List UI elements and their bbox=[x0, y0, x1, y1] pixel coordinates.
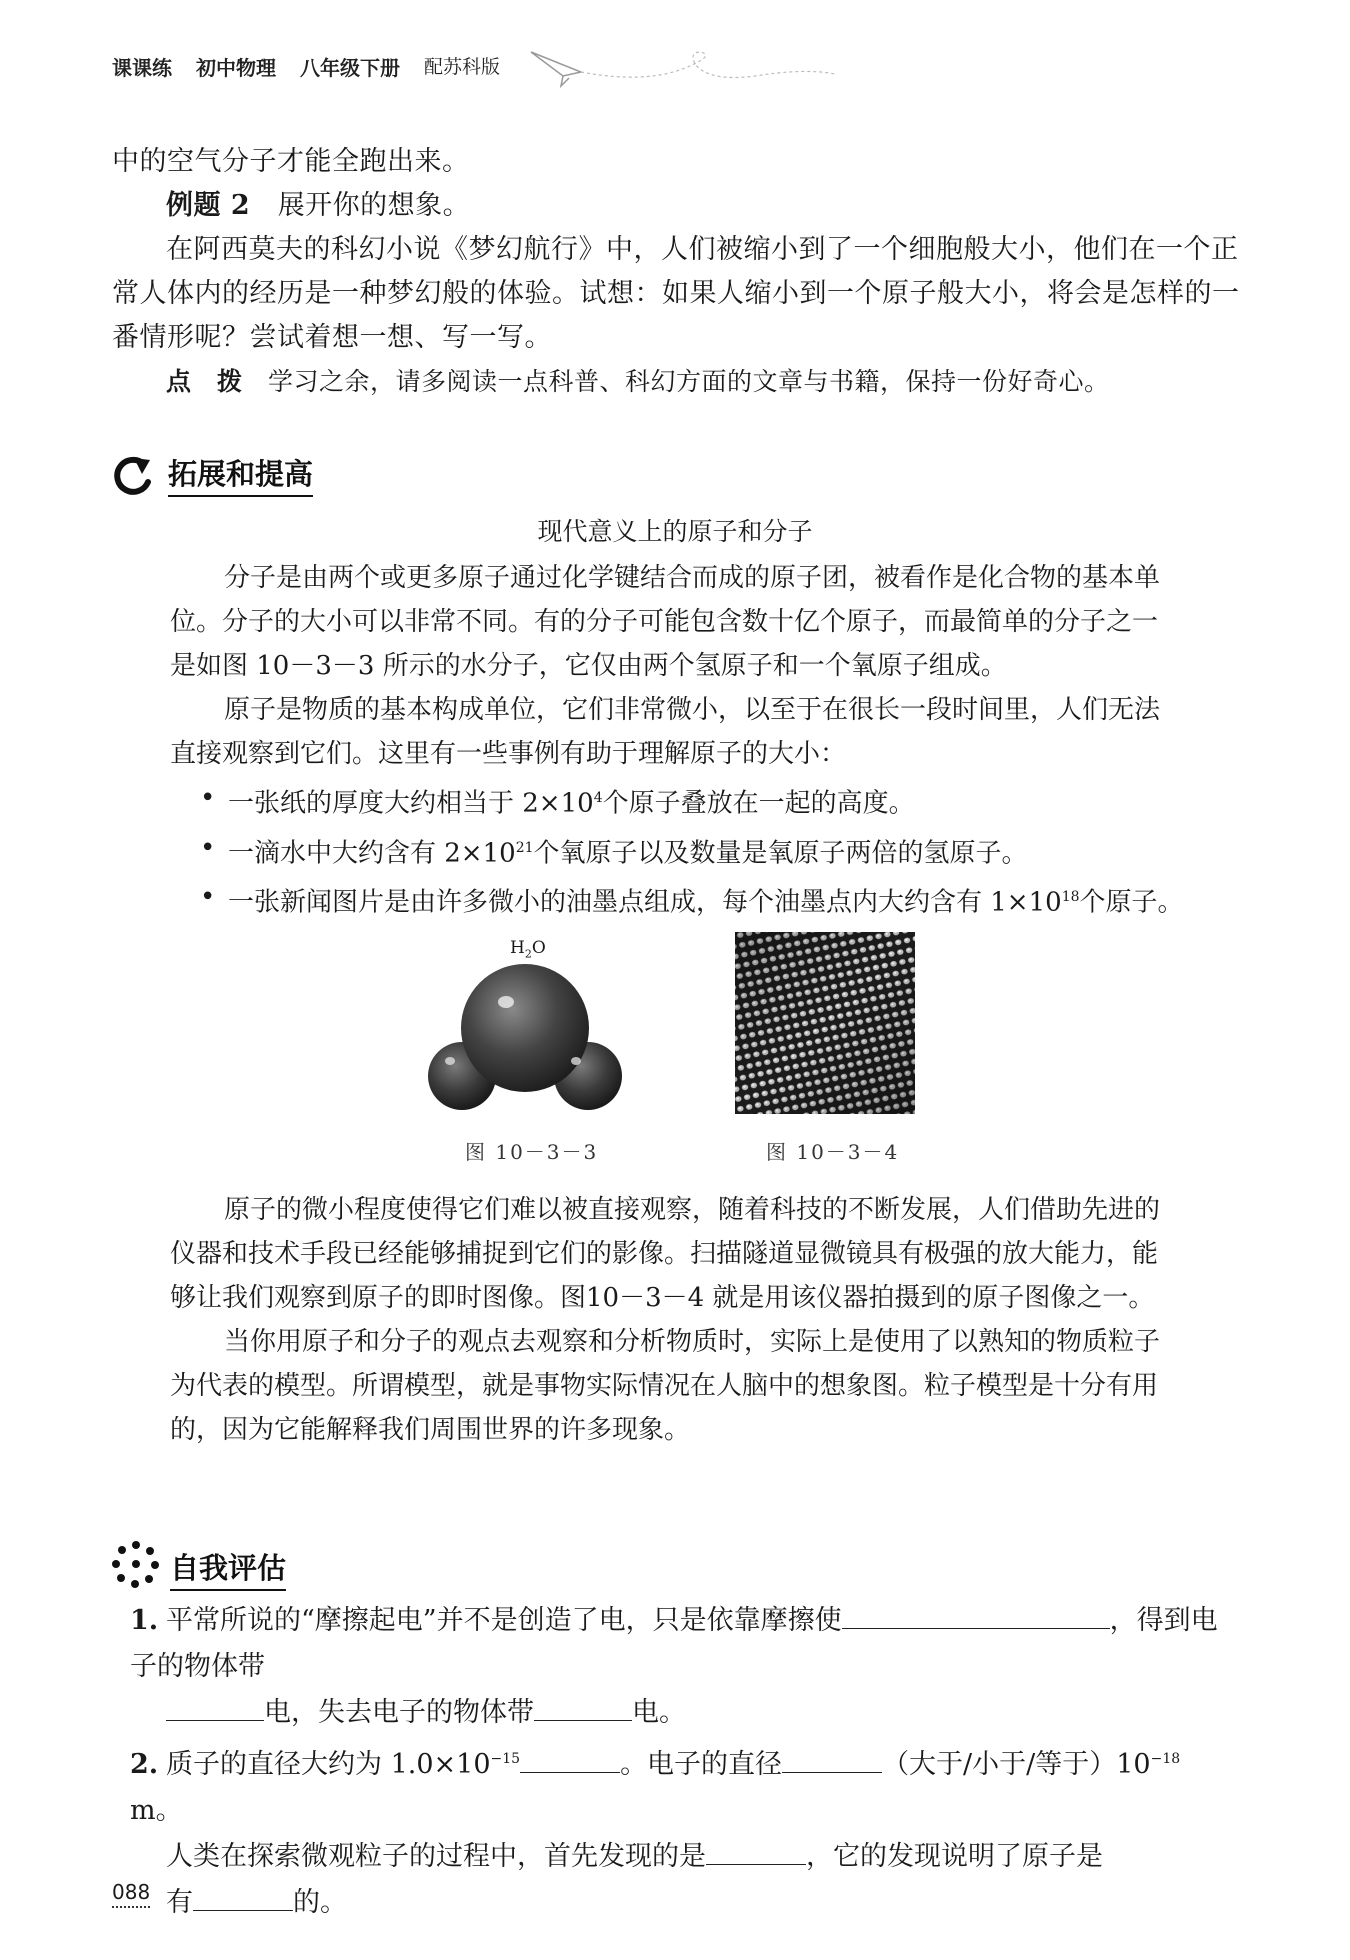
article-paragraph-2: 原子是物质的基本构成单位，它们非常微小，以至于在很长一段时间里，人们无法直接观察到它们。这里有一些事例有助于理解原子的大小： bbox=[170, 695, 1161, 769]
answer-blank[interactable] bbox=[520, 1742, 620, 1773]
example-title: 展开你的想象。 bbox=[277, 190, 471, 221]
question-2-cont: 人类在探索微观粒子的过程中，首先发现的是 ，它的发现说明了原子是 bbox=[130, 1834, 1240, 1880]
figure-caption-10-3-3: 图 10－3－3 bbox=[465, 1140, 599, 1164]
hint bbox=[112, 360, 1242, 404]
question-1: 1. 平常所说的“摩擦起电”并不是创造了电，只是依靠摩擦使 ，得到电子的物体带 bbox=[130, 1598, 1240, 1690]
header-edition: 配苏科版 bbox=[424, 56, 501, 78]
question-2: 2. 质子的直径大约为 $1.0\times 10^{-15}$ 。电子的直径 （大于/小于/等于）$10^{-18}$ m。 bbox=[130, 1736, 1240, 1834]
water-molecule-figure bbox=[420, 958, 630, 1128]
question-2-cont-2: 有 的。 bbox=[130, 1880, 1240, 1926]
bullet-dot: • bbox=[200, 882, 216, 913]
self-assessment-dots-icon bbox=[112, 1540, 160, 1588]
answer-blank[interactable] bbox=[706, 1834, 806, 1865]
oxygen-atom bbox=[461, 964, 589, 1092]
bullet-item-2: • 一滴水中大约含有 $2\times 10^{21}$个氧原子以及数量是氧原子两倍的氢原子。 bbox=[228, 826, 1188, 876]
extension-heading: 拓展和提高 bbox=[168, 452, 313, 497]
answer-blank[interactable] bbox=[166, 1690, 264, 1721]
article-paragraph-4: 当你用原子和分子的观点去观察和分析物质时，实际上是使用了以熟知的物质粒子为代表的模型。所谓模型，就是事物实际情况在人脑中的想象图。粒子模型是十分有用的，因为它能解释我们周围世界的许多现象。 bbox=[170, 1327, 1161, 1445]
answer-blank[interactable] bbox=[842, 1598, 1110, 1629]
bullet-item-1: • 一张纸的厚度大约相当于 $2\times 10^4$个原子叠放在一起的高度。 bbox=[228, 776, 1188, 826]
answer-blank[interactable] bbox=[534, 1690, 632, 1721]
header-grade: 八年级下册 bbox=[300, 56, 400, 80]
self-assessment-heading: 自我评估 bbox=[170, 1546, 286, 1591]
water-formula-label: $H_2O$ bbox=[510, 938, 546, 961]
answer-blank[interactable] bbox=[193, 1880, 293, 1911]
stm-atom-image bbox=[735, 932, 915, 1114]
article-paragraph-3: 原子的微小程度使得它们难以被直接观察，随着科技的不断发展，人们借助先进的仪器和技术手段已经能够捕捉到它们的影像。扫描隧道显微镜具有极强的放大能力，能够让我们观察到原子的即时图像。图10－3－4 就是用该仪器拍摄到的原子图像之一。 bbox=[170, 1195, 1161, 1313]
question-number: 1. bbox=[130, 1605, 159, 1636]
article-paragraph-1: 分子是由两个或更多原子通过化学键结合而成的原子团，被看作是化合物的基本单位。分子的大小可以非常不同。有的分子可能包含数十亿个原子，而最简单的分子之一是如图 10－3－3 所示的水分子，它仅由两个氢原子和一个氧原子组成。 bbox=[170, 563, 1161, 681]
bullet-list bbox=[200, 776, 1188, 925]
bullet-dot: • bbox=[200, 783, 216, 813]
hint-label: 点 拨 bbox=[166, 367, 243, 396]
hint-text: 学习之余，请多阅读一点科普、科幻方面的文章与书籍，保持一份好奇心。 bbox=[268, 367, 1110, 396]
header-subject: 初中物理 bbox=[196, 56, 276, 80]
article-paragraphs-top bbox=[170, 556, 1182, 776]
article-title: 现代意义上的原子和分子 bbox=[537, 517, 813, 546]
figure-caption-10-3-4: 图 10－3－4 bbox=[766, 1140, 900, 1164]
bullet-item-3: • 一张新闻图片是由许多微小的油墨点组成，每个油墨点内大约含有 $1\times 10^{18}$个原子。 bbox=[228, 875, 1188, 925]
example-heading bbox=[112, 184, 1242, 228]
bullet-dot: • bbox=[200, 832, 216, 863]
running-header bbox=[112, 52, 500, 81]
intro-continuation: 中的空气分子才能全跑出来。 bbox=[112, 146, 470, 177]
intro-block bbox=[112, 140, 1242, 404]
answer-blank[interactable] bbox=[782, 1742, 882, 1773]
header-series: 课课练 bbox=[112, 56, 172, 80]
page-number: 088 bbox=[112, 1880, 150, 1908]
question-number: 2. bbox=[130, 1749, 159, 1780]
article-paragraphs-bottom bbox=[170, 1188, 1182, 1452]
paper-plane-icon bbox=[525, 38, 845, 98]
example-label: 例题 2 bbox=[166, 190, 251, 221]
extension-arrow-icon bbox=[110, 452, 160, 496]
exercise-list bbox=[130, 1598, 1240, 1926]
question-1-cont: 电，失去电子的物体带 电。 bbox=[130, 1690, 1240, 1736]
example-text: 在阿西莫夫的科幻小说《梦幻航行》中，人们被缩小到了一个细胞般大小，他们在一个正常人体内的经历是一种梦幻般的体验。试想：如果人缩小到一个原子般大小，将会是怎样的一番情形呢？尝试着想一想、写一写。 bbox=[112, 234, 1240, 353]
